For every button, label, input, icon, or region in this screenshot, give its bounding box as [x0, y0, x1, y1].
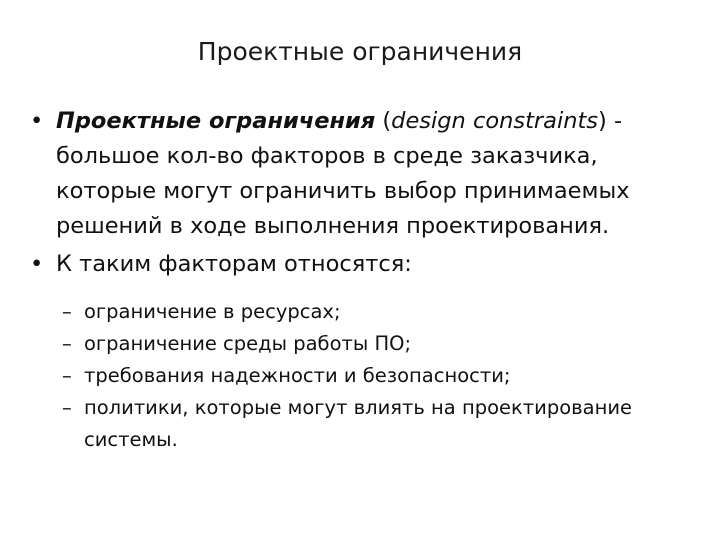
list-item-text: ограничение в ресурсах;	[84, 300, 341, 323]
slide-title: Проектные ограничения	[197, 37, 523, 66]
dash-icon: –	[62, 300, 72, 323]
list-item-text: требования надежности и безопасности;	[84, 364, 511, 387]
bullet-icon: •	[30, 108, 44, 134]
definition-text: ) - большое кол-во факторов в среде заказчика, которые могут ограничить выбор принимаемых решений в ходе выполнения проектирования.	[56, 108, 630, 239]
list-item-text: ограничение среды работы ПО;	[84, 332, 412, 355]
list-item	[62, 392, 700, 456]
definition-term: Проектные ограничения	[56, 108, 376, 134]
slide-body	[30, 104, 700, 456]
dash-icon: –	[62, 332, 72, 355]
factors-intro-text: К таким факторам относятся:	[56, 251, 412, 277]
dash-icon: –	[62, 396, 72, 419]
list-item	[62, 328, 700, 360]
open-paren: (	[375, 108, 392, 134]
list-item	[62, 360, 700, 392]
factors-list	[30, 296, 700, 456]
dash-icon: –	[62, 364, 72, 387]
bullet-item-factors	[30, 247, 700, 282]
bullet-icon: •	[30, 251, 44, 277]
bullet-item-definition	[30, 104, 700, 244]
list-item	[62, 296, 700, 328]
english-term: design constraints	[391, 108, 599, 134]
list-item-text: политики, которые могут влиять на проектирование системы.	[84, 396, 632, 451]
